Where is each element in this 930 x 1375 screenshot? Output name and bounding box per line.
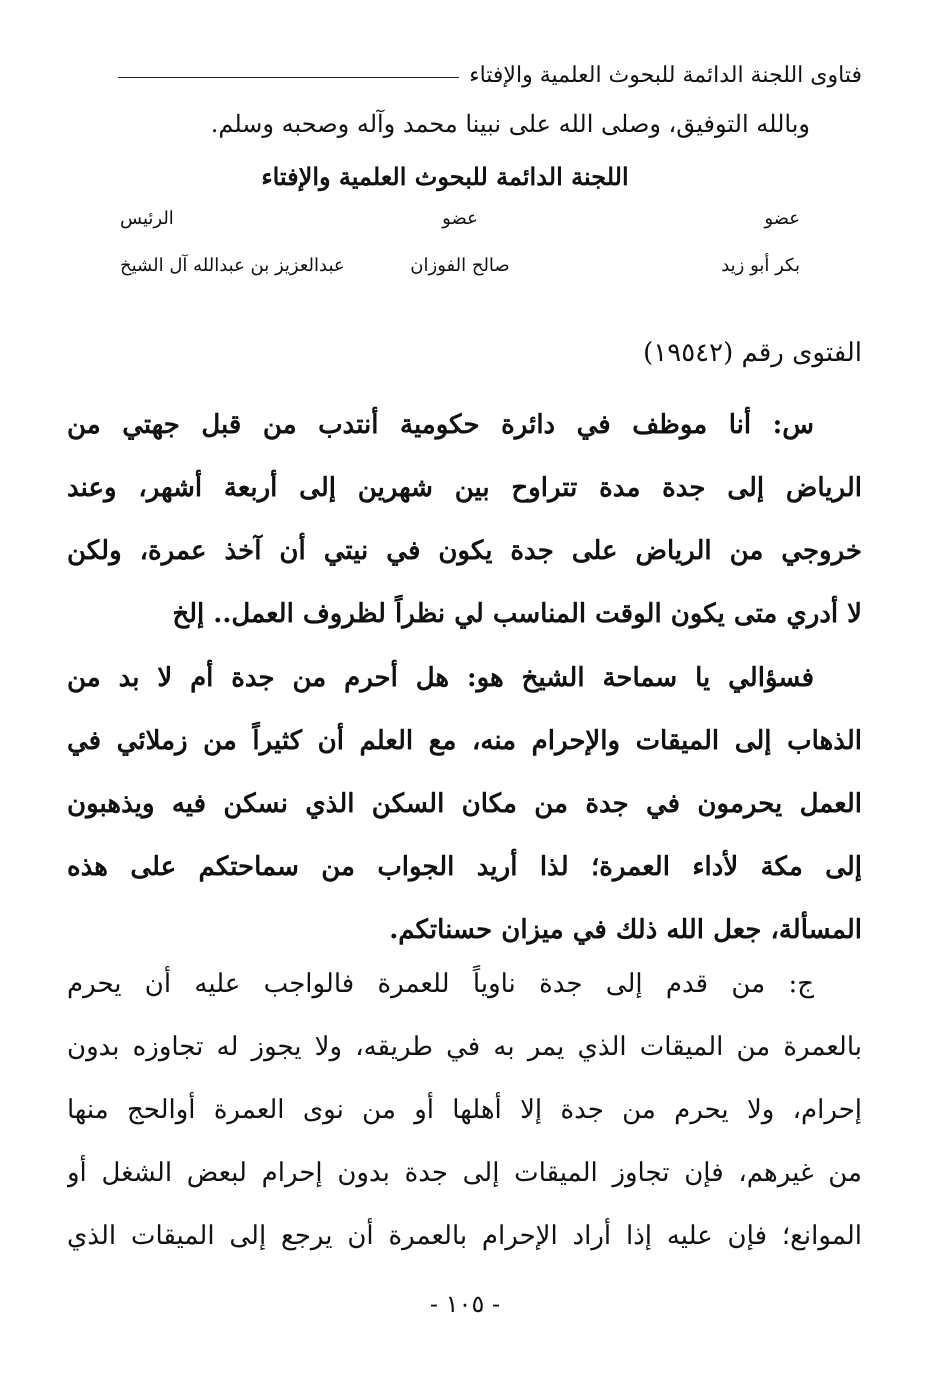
question-followup-paragraph <box>67 647 862 962</box>
answer-line: الموانع؛ فإن عليه إذا أراد الإحرام بالعمرة أن يرجع إلى الميقات الذي <box>67 1221 862 1251</box>
followup-line: إلى مكة لأداء العمرة؛ لذا أريد الجواب من سماحتكم على هذه <box>67 852 862 882</box>
signatory-name: عبدالعزيز بن عبدالله آل الشيخ <box>120 255 345 276</box>
signatory-roles <box>120 208 800 229</box>
fatwa-number: الفتوى رقم (١٩٥٤٢) <box>643 338 862 368</box>
answer-line: إحرام، ولا يحرم من جدة إلا أهلها أو من نوى العمرة أوالحج منها <box>67 1095 862 1125</box>
running-title: فتاوى اللجنة الدائمة للبحوث العلمية والإفتاء <box>469 62 862 88</box>
answer-paragraph <box>67 953 862 1268</box>
page-number: - ١٠٥ - <box>429 1290 501 1318</box>
running-header <box>118 58 862 92</box>
followup-line: الذهاب إلى الميقات والإحرام منه، مع العلم أن كثيراً من زملائي في <box>67 726 862 756</box>
followup-line: المسألة، جعل الله ذلك في ميزان حسناتكم. <box>389 915 862 945</box>
committee-name: اللجنة الدائمة للبحوث العلمية والإفتاء <box>261 162 629 191</box>
signatory-names <box>120 255 800 276</box>
question-line: س: أنا موظف في دائرة حكومية أنتدب من قبل جهتي من <box>67 410 814 440</box>
question-paragraph <box>67 394 862 646</box>
followup-line: فسؤالي يا سماحة الشيخ هو: هل أحرم من جدة أم لا بد من <box>67 663 814 693</box>
header-rule <box>118 77 459 78</box>
closing-formula: وبالله التوفيق، وصلى الله على نبينا محمد وآله وصحبه وسلم. <box>210 110 810 138</box>
question-line: الرياض إلى جدة مدة تتراوح بين شهرين إلى أربعة أشهر، وعند <box>67 473 862 503</box>
signatory-role: عضو <box>764 208 800 229</box>
answer-line: بالعمرة من الميقات الذي يمر به في طريقه، ولا يجوز له تجاوزه بدون <box>67 1032 862 1062</box>
signatory-name: صالح الفوزان <box>410 255 510 276</box>
signatory-role: الرئيس <box>120 208 174 229</box>
followup-line: العمل يحرمون في جدة من مكان السكن الذي نسكن فيه ويذهبون <box>67 789 862 819</box>
signatory-role: عضو <box>442 208 478 229</box>
answer-line: من غيرهم، فإن تجاوز الميقات إلى جدة بدون إحرام لبعض الشغل أو <box>67 1158 862 1188</box>
signatory-name: بكر أبو زيد <box>721 255 800 276</box>
question-line: لا أدري متى يكون الوقت المناسب لي نظراً لظروف العمل.. إلخ <box>172 599 862 629</box>
answer-line: ج: من قدم إلى جدة ناوياً للعمرة فالواجب عليه أن يحرم <box>67 969 814 999</box>
question-line: خروجي من الرياض على جدة يكون في نيتي أن آخذ عمرة، ولكن <box>67 536 862 566</box>
